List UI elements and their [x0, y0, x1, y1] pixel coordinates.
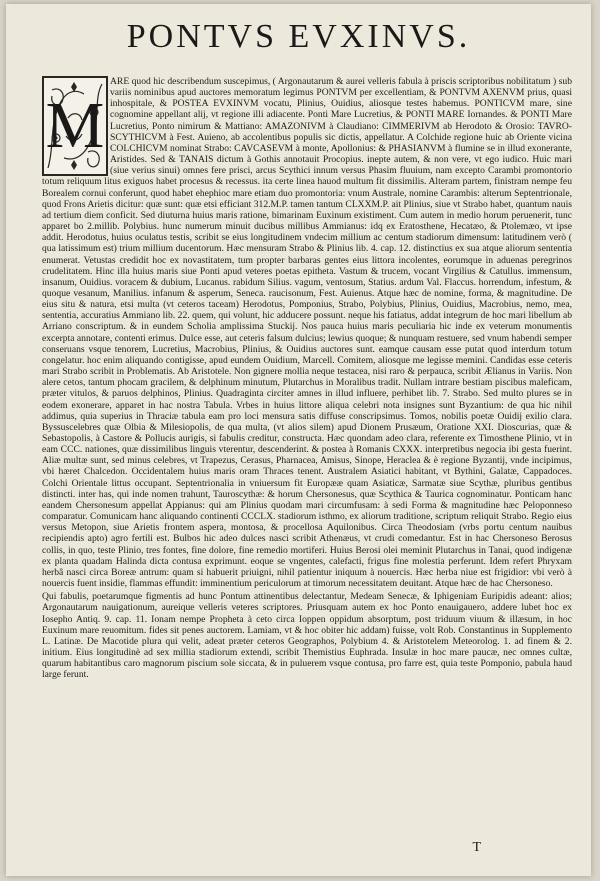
body-text	[42, 76, 572, 680]
initial-letter: M	[45, 89, 105, 162]
paragraph: ARE quod hic describendum suscepimus, ( Argonautarum & aurei velleris fabula à priscis scriptoribus nobilitatum ) sub variis nominibus apud auctores memoratum legimus PONTVM per excellentiam, & PONTVM AXENVM prius, quasi inhospitale, & POSTEA EVXINVM vocatu, Plinius, Ouidius, aliosque testes habemus. PONTICVM mare, sine cognomine appellant alij, vt regione illi adiacente. Ponti Mare Lucretius, & PONTI MARE Iornandes. & PONTI Mare Lucretius, Ponto nimirum & Mattiano: AMAZONIVM à Claudiano: CIMMERIVM ab Herodoto & Orosio: TAVRO-SCYTHICVM à Fest. Auieno, ab accolentibus populis sic dictis, appellatur. A Colchide regione huic ab Oriente vicina COLCHICVM nominat Strabo: CAVCASEVM à monte, Apollonius: & PHASIANVM à flumine se in illud exonerante, Aristides. Sed & TANAIS dictum à Gothis annotauit Procopius. inepte autem, & non vere, vt ego iudico. Huic mari (siue verius sinui) omnes fere prisci, arcus Scythici innum versus Phasim fluuium, nam excepto Carambi promontorio totum reliquum litus exiguos habet procesus & recessus. ita certe linea hauod multum fit dissimilis. Alteram partem, finistram nempe feu Borealem cornui conferunt, quod habet ehephioc mare etiam duo promontoria: vnum Australe, nomine Carambis: alterum Septentrionale, quod Frons Arietis dicitur: quæ sunt: quæ etsi efficiant 312.M.P. tamen tantum CLXXM.P. ait Plinius, siue vt Strabo habet, quantum nauis ad tertium diem conficit. Sed diuturna huius maris ratione, bimarinam Euxinum existiment. Cum autem in medio horum peruenerit, tunc apparet bo 2.millib. Polybius. hunc numerum minuit ducibus millibus Ammianus: idq ex Eratosthene, Hecatæo, & Ptolemæo, vt ipse addit. Herodotus, huius oculatus testis, scribit se eius longitudinem vndecim millium ac centum stadiorum dimensum: latitudinem verò ( qua latissimum est) trium millium ducentorum. Hæc mensuram Strabo & Plinius lib. 4. cap. 12. distinctius ex sua atque aliorum sententia enumerat. Vetustas credidit hoc ex novastitatem, tum propter barbaras gentes eius littora incolentes, eorumque in aduenas peregrinos crudelitatem. Hinc illa huius maris siue Ponti apud veteres poetas epitheta. Vastum & trucem, vocant Virgilius & Catullus. immensum, insanum, Ouidius. voracem & dubium, Lucanus. rabidum Silius. vagum, ventosum, Statius. ardum Val. Flaccus. horrendum, infestum, & quoque vesanum, Manilius. infanum & asperum, Seneca. raucisonum, Fest. Auienus. Atque hæc de nomine, forma, & magnitudine. De eius situ & natura, etsi multa (vt ceteros taceam) Herodotus, Pomponius, Strabo, Polybius, Plinius, Ouidius, Macrobius, nemo, mea, sententia, accuratius Ammiano lib. 22. quem, qui volunt, hic adducere possunt. neque his fatiatus, addat integrum de hoc mari libellum ab Arriano conscriptum. & in eundem Scholia amplissima Stuckij. Nos pauca huius maris peculiaria hic inde ex veterum monumentis excerpta annotare, contenti erimus. Dulce esse, aut ceteris falsum dulcius; lewius quoque; & nunquam restuere, sed vnum habendi semper conseruans vsque tenorem, Lucretius, Macrobius, Plinius, & Ouidius auctores sunt. eamque causam esse putat quod interdum totum congelatur. hoc enim aliquando contigisse, apud eundem Ouidium, Marcell. Comitem, aliosque me legisse memini. Candidas esse ceteris mari Strabo scribit in Problematis. Ab Aristotele. Non gignere mollia neque testacea, nisi raro & perpauca, scribit Ælianus in Variis. Non alere cetos, tantum phocam gracilem, & delphinum minutum, Plutarchus in Moralibus tradit. Nullam intrare bestiam piscibus maleficam, præter vitulos, & paruos delphinos, Plinius. Quadraginta circiter amnes in illud influere, perhibet lib. 7. Strabo. Sed multo plures se in eodem exonerare, apparet in hac nostra Tabula. Vrbes in huius littore aliqua celebri nota insignes sunt Byzantium: de qua hic nihil addimus, quia superius in Thraciæ tabula eam pro loci mensura satis diffuse conscripsimus. Tomos, nobilis poetæ Ouidij exilio clara. Byssuscelebres quæ Olbia & Milesiopolis, de qua multa, (vt alios silem) apud Dionem Prusæum, Oratione XXI. Dioscurias, quæ & Sebastopolis, à Castore & Pollucis aurigis, si fabulis creditur, constructa. Hæc quondam adeo clara, referente ex Timosthene Plinio, vt in eam CCC. nationes, quæ dissimilibus linguis vterentur, descenderint. & postea à Romanis CXXX. interpretibus negocia ibi gesta fuerint. Aliæ multæ sunt, sed minus celebres, vt Trapezus, Cerasus, Pharnacea, Amisus, Sinope, Heraclea & è regione Byzantij, vnde incipimus, vbi hæret Chalcedon. Occidentalem huius maris oram Thraces tenent. Australem Asiatici habitant, vt Bythini, Galatæ, Cappadoces. Colchi Orientale littus occupant. Septentrionalia in vniuersum fit Europææ quam Asiaticæ, Sarmatæ siue Scythæ, pluribus gentibus distincti. inter has, qui inde nomen trahunt, Tauroscythæ: & horum Chersonesus, quæ Scythica & Taurica cognominatur. Ponticam hanc eandem Chersonesum appellat Appianus: qui am Plinius quodam mari circumfusam: à sedi Forma & magnitudine hæc Peloponneso comparatur. Comunicam hanc aliquando continenti CCCLX. stadiorum isthmo, ex aliorum traditione, scriptum reliquit Strabo. Regio eius versus Metopon, siue Arietis frontem aspera, montosa, & procellosa Aquilonibus. Circa Theodosiam (vrbs portu centum nauibus recipiendis apto) agro fertili est. Bulbos hic adeo dulces nasci scribit Athenæus, vt crudi comedantur. Est in hac Chersoneso Berosus collis, in quo, teste Plinio, tres fontes, fine dolore, fine remedio mortiferi. Huius Berosi olei meminit Plutarchus in Tanai, quod indigenæ ex planta quadam Halinda dicta contusa exprimunt. eoque se vngentes, calefacti, frigus fine molestia perferunt. Idem refert Phryxam herbâ nasci circa Boreæ antrum: quam si habuerit priuigni, nihil patientur iniquum à nouercis. Hæc herba niue est frigidior: vbi verò à nouercis fuent insidie, flammas effundit: imminentium periculorum at timorum necessitatem deuitant. Atque hæc de hac Chersoneso.	[42, 76, 572, 590]
paragraph: Qui fabulis, poetarumque figmentis ad hunc Pontum attinentibus delectantur, Medeam Senecæ, & Iphigeniam Euripidis adeant: alios; Argonautarum nauigationum, aureique velleris veteres scriptores. Priusquam autem ex hoc Ponto enauigauero, addere lubet hoc ex Iosepho Antiq. 9. cap. 11. Ionam nempe Propheta à ceto circa Ioppen oppidum absorptum, post triduum viuum & illæsum, in hoc Euxinum mare reuomitum. fides sit penes auctorem. Lamiam, vt & hoc obiter hic addam) fuisse, volt Rob. Constantinus in Supplemento L. Latinæ. De Macotide plura qui velit, adeat præter ceteros Geographos, Polybium 4. & Aristotelem Meteorolog. 1. ad finem & 2. initium. Eius longitudinè ad sex millia stadiorum extendi, scribit Themistius Euphrada. Insulæ in hoc mare paucæ, nec omnes cultæ, quarum habitantibus caro magnorum piscium sole siccata, & in puluerem vsque contusa, pro farre est, quia teste Pomponio, pabula haud large ferunt.	[42, 591, 572, 681]
page-title: PONTVS EVXINVS.	[126, 18, 471, 55]
catchword: T	[472, 840, 481, 855]
book-page	[6, 4, 591, 876]
